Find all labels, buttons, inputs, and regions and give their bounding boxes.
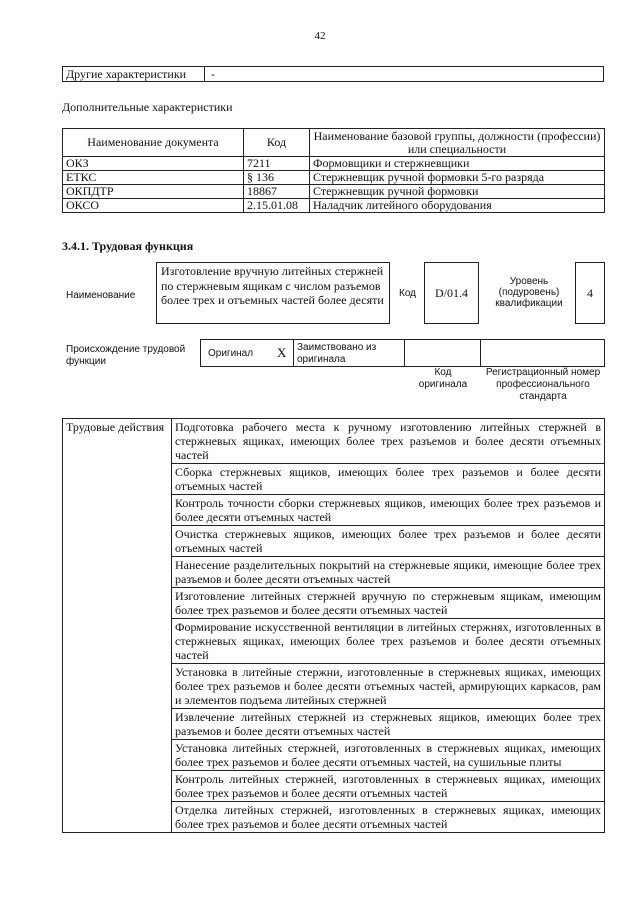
section-title: 3.4.1. Трудовая функция xyxy=(62,239,194,253)
docs-cell: § 136 xyxy=(244,171,310,185)
labor-action-item: Контроль точности сборки стержневых ящиков, имеющих более трех разъемов и более десяти отъемных частей xyxy=(172,495,605,526)
labor-action-item: Изготовление литейных стержней вручную по стержневым ящикам, имеющим более трех разъемов и более десяти отъемных частей xyxy=(172,588,605,619)
qualification-level-value: 4 xyxy=(575,262,605,324)
labor-action-item: Сборка стержневых ящиков, имеющих более трех разъемов и более десяти отъемных частей xyxy=(172,464,605,495)
function-code-label: Код xyxy=(399,288,417,299)
origin-original-mark: X xyxy=(277,345,287,360)
docs-cell: 18867 xyxy=(244,185,310,199)
page-number: 42 xyxy=(314,30,326,42)
origin-divider xyxy=(404,340,405,366)
origin-borrowed-label: Заимствовано из оригинала xyxy=(297,342,377,365)
origin-code-label: Код оригинала xyxy=(418,367,468,390)
labor-action-item: Контроль литейных стержней, изготовленных в стержневых ящиках, имеющих более трех разъемов и более десяти отъемных частей xyxy=(172,771,605,802)
other-characteristics-label: Другие характеристики xyxy=(63,67,205,81)
docs-cell: 2.15.01.08 xyxy=(244,199,310,213)
docs-header-document: Наименование документа xyxy=(63,129,244,157)
docs-cell: ЕТКС xyxy=(63,171,244,185)
docs-cell: Формовщики и стержневщики xyxy=(310,157,605,171)
docs-cell: Стержневщик ручной формовки 5-го разряда xyxy=(310,171,605,185)
additional-characteristics-heading: Дополнительные характеристики xyxy=(62,100,233,114)
table-row xyxy=(63,419,605,464)
labor-action-item: Формирование искусственной вентиляции в литейных стержнях, изготовленных в стержневых ящиках, имеющих более трех разъемов и более десяти отъемных частей xyxy=(172,619,605,664)
labor-action-item: Установка литейных стержней, изготовленных в стержневых ящиках, имеющих более трех разъемов и более десяти отъемных частей, на сушильные плиты xyxy=(172,740,605,771)
labor-actions-table xyxy=(62,418,605,833)
docs-header-group: Наименование базовой группы, должности (профессии) или специальности xyxy=(310,129,605,157)
docs-header-code: Код xyxy=(244,129,310,157)
table-row xyxy=(63,171,605,185)
labor-action-item: Установка в литейные стержни, изготовленные в стержневых ящиках, имеющих более трех разъемов и более десяти отъемных частей, армирующих каркасов, рам и элементов подъема литейных стержней xyxy=(172,664,605,709)
labor-action-item: Отделка литейных стержней, изготовленных в стержневых ящиках, имеющих более трех разъемов и более десяти отъемных частей xyxy=(172,802,605,833)
qualification-level-label: Уровень (подуровень) квалификации xyxy=(495,276,563,309)
table-row xyxy=(63,199,605,213)
labor-action-item: Нанесение разделительных покрытий на стержневые ящики, имеющие более трех разъемов и более десяти отъемных частей xyxy=(172,557,605,588)
docs-cell: ОКЗ xyxy=(63,157,244,171)
origin-table xyxy=(200,339,605,367)
docs-cell: ОКПДТР xyxy=(63,185,244,199)
origin-label: Происхождение трудовой функции xyxy=(66,344,186,367)
docs-cell: ОКСО xyxy=(63,199,244,213)
docs-cell: 7211 xyxy=(244,157,310,171)
origin-original-label: Оригинал xyxy=(208,348,254,359)
origin-divider xyxy=(480,340,481,366)
labor-actions-label: Трудовые действия xyxy=(63,419,172,833)
docs-cell: Наладчик литейного оборудования xyxy=(310,199,605,213)
labor-action-item: Извлечение литейных стержней из стержневых ящиков, имеющих более трех разъемов и более десяти отъемных частей xyxy=(172,709,605,740)
other-characteristics-value: - xyxy=(211,67,215,81)
documents-table xyxy=(62,128,605,213)
origin-reg-number-label: Регистрационный номер профессионального стандарта xyxy=(485,367,601,402)
other-characteristics-row xyxy=(62,66,604,82)
function-name-label: Наименование xyxy=(66,290,136,301)
function-code-value: D/01.4 xyxy=(424,262,479,324)
labor-action-item: Очистка стержневых ящиков, имеющих более трех разъемов и более десяти отъемных частей xyxy=(172,526,605,557)
table-row xyxy=(63,185,605,199)
table-row xyxy=(63,157,605,171)
labor-action-item: Подготовка рабочего места к ручному изготовлению литейных стержней в стержневых ящиках, имеющих более трех разъемов и более десяти отъемных частей xyxy=(172,419,605,464)
function-name-value: Изготовление вручную литейных стержней по стержневым ящикам с числом разъемов более трех и отъемных частей более десяти xyxy=(156,262,390,324)
origin-divider xyxy=(293,340,294,366)
docs-cell: Стержневщик ручной формовки xyxy=(310,185,605,199)
